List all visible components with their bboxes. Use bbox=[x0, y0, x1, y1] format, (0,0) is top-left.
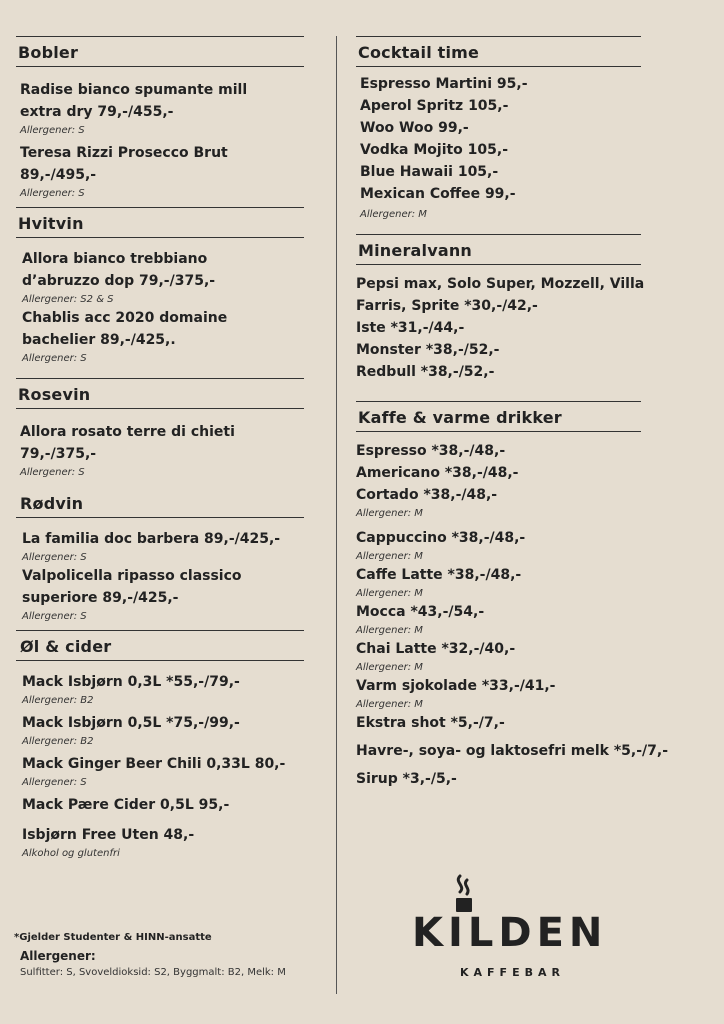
logo-wordmark: KILDEN bbox=[412, 910, 608, 956]
menu-item: Cappuccino *38,-/48,- bbox=[356, 530, 526, 546]
section-title: Rødvin bbox=[16, 488, 304, 518]
allergen-note: Allergener: M bbox=[356, 699, 423, 710]
menu-item: Radise bianco spumante mill extra dry 79,-/455,- bbox=[20, 82, 248, 120]
allergen-note: Allergener: B2 bbox=[22, 695, 94, 706]
allergen-note: Allergener: M bbox=[356, 551, 423, 562]
menu-item: Caffe Latte *38,-/48,- bbox=[356, 567, 522, 583]
section-rodvin bbox=[16, 488, 304, 624]
menu-item: Woo Woo 99,- bbox=[360, 120, 469, 136]
menu-item: Blue Hawaii 105,- bbox=[360, 164, 499, 180]
menu-item: Americano *38,-/48,- bbox=[356, 465, 519, 481]
cocktail-list bbox=[356, 67, 641, 222]
section-hvitvin bbox=[16, 207, 304, 366]
menu-item: La familia doc barbera 89,-/425,- bbox=[22, 531, 281, 547]
menu-item: Espresso *38,-/48,- bbox=[356, 443, 506, 459]
menu-item: Mocca *43,-/54,- bbox=[356, 604, 485, 620]
section-title: Øl & cider bbox=[16, 630, 304, 661]
allergen-note: Allergener: S bbox=[22, 611, 87, 622]
menu-item: Mack Pære Cider 0,5L 95,- bbox=[22, 797, 230, 813]
menu-item: Chai Latte *32,-/40,- bbox=[356, 641, 516, 657]
menu-item: Havre-, soya- og laktosefri melk *5,-/7,- bbox=[356, 743, 669, 759]
allergen-note: Allergener: M bbox=[360, 209, 427, 220]
allergen-heading: Allergener: bbox=[20, 949, 96, 963]
section-rosevin bbox=[16, 378, 304, 480]
section-title: Rosevin bbox=[16, 378, 304, 409]
menu-item: Monster *38,-/52,- bbox=[356, 342, 500, 358]
menu-item: Redbull *38,-/52,- bbox=[356, 364, 495, 380]
logo bbox=[412, 872, 632, 982]
allergen-note: Allergener: B2 bbox=[22, 736, 94, 747]
menu-item: Isbjørn Free Uten 48,- bbox=[22, 827, 195, 843]
menu-item: Mack Isbjørn 0,3L *55,-/79,- bbox=[22, 674, 240, 690]
allergen-note: Allergener: M bbox=[356, 508, 423, 519]
section-title: Kaffe & varme drikker bbox=[356, 401, 641, 432]
section-title: Mineralvann bbox=[356, 234, 641, 265]
menu-item: Mexican Coffee 99,- bbox=[360, 186, 516, 202]
allergen-note: Allergener: S bbox=[20, 125, 85, 136]
allergen-note: Alkohol og glutenfri bbox=[22, 848, 120, 859]
menu-item: Chablis acc 2020 domaine bachelier 89,-/425,. bbox=[22, 310, 228, 348]
allergen-note: Allergener: M bbox=[356, 625, 423, 636]
section-mineralvann bbox=[356, 234, 641, 265]
allergen-note: Allergener: S2 & S bbox=[22, 294, 114, 305]
menu-item: Mack Isbjørn 0,5L *75,-/99,- bbox=[22, 715, 240, 731]
steaming-cup-icon bbox=[450, 874, 478, 914]
menu-item: Aperol Spritz 105,- bbox=[360, 98, 509, 114]
menu-item: Mack Ginger Beer Chili 0,33L 80,- bbox=[22, 756, 286, 772]
allergen-note: Allergener: S bbox=[20, 188, 85, 199]
menu-item: Teresa Rizzi Prosecco Brut 89,-/495,- bbox=[20, 145, 228, 183]
menu-item: Pepsi max, Solo Super, Mozzell, Villa Farris, Sprite *30,-/42,- bbox=[356, 276, 645, 314]
allergen-note: Allergener: S bbox=[20, 467, 85, 478]
allergen-note: Allergener: M bbox=[356, 588, 423, 599]
section-cocktail bbox=[356, 36, 641, 222]
section-bobler bbox=[16, 36, 304, 201]
menu-item: Cortado *38,-/48,- bbox=[356, 487, 498, 503]
menu-item: Espresso Martini 95,- bbox=[360, 76, 528, 92]
section-title: Cocktail time bbox=[356, 36, 641, 67]
left-column bbox=[16, 36, 304, 861]
mineral-list bbox=[356, 265, 656, 383]
allergen-note: Allergener: S bbox=[22, 777, 87, 788]
section-title: Hvitvin bbox=[16, 207, 304, 238]
right-column bbox=[356, 36, 701, 790]
column-divider bbox=[336, 36, 337, 994]
menu-item: Varm sjokolade *33,-/41,- bbox=[356, 678, 556, 694]
allergen-note: Allergener: S bbox=[22, 552, 87, 563]
menu-item: Allora bianco trebbiano d’abruzzo dop 79,-/375,- bbox=[22, 251, 216, 289]
allergen-note: Allergener: S bbox=[22, 353, 87, 364]
section-ol-cider bbox=[16, 630, 304, 861]
allergen-legend: Sulfitter: S, Svoveldioksid: S2, Byggmalt: B2, Melk: M bbox=[20, 967, 286, 978]
menu-item: Sirup *3,-/5,- bbox=[356, 771, 457, 787]
menu-item: Iste *31,-/44,- bbox=[356, 320, 465, 336]
section-kaffe bbox=[356, 401, 641, 432]
footer bbox=[14, 932, 334, 978]
menu-item: Valpolicella ripasso classico superiore 89,-/425,- bbox=[22, 568, 242, 606]
menu-item: Vodka Mojito 105,- bbox=[360, 142, 509, 158]
kaffe-list bbox=[356, 432, 701, 790]
allergen-note: Allergener: M bbox=[356, 662, 423, 673]
logo-subtitle: KAFFEBAR bbox=[460, 966, 565, 979]
student-note: *Gjelder Studenter & HINN-ansatte bbox=[14, 932, 212, 943]
menu-item: Allora rosato terre di chieti 79,-/375,- bbox=[20, 424, 235, 462]
section-title: Bobler bbox=[16, 36, 304, 67]
menu-item: Ekstra shot *5,-/7,- bbox=[356, 715, 505, 731]
